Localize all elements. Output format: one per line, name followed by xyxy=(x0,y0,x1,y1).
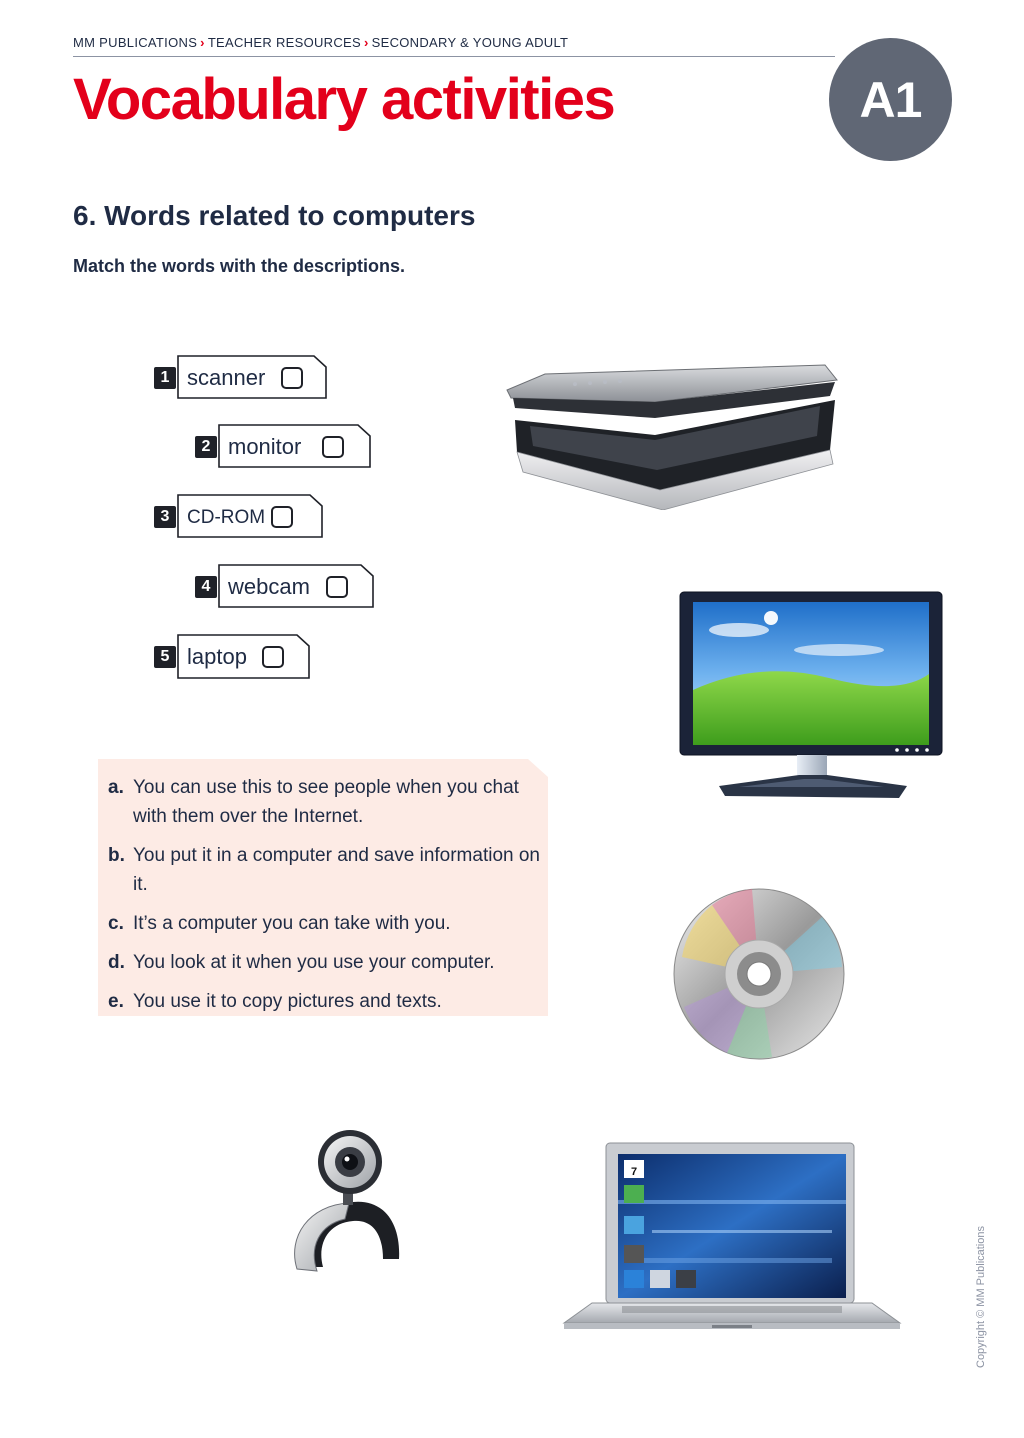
word-number: 1 xyxy=(154,367,176,389)
scanner-image xyxy=(505,360,840,510)
word-label: monitor xyxy=(228,434,302,459)
word-card-laptop xyxy=(154,634,311,678)
description-letter: e. xyxy=(108,991,124,1012)
breadcrumb-item[interactable]: MM PUBLICATIONS xyxy=(73,35,198,50)
answer-box[interactable] xyxy=(326,576,348,598)
description-letter: c. xyxy=(108,913,124,934)
monitor-image xyxy=(679,590,944,800)
instructions: Match the words with the descriptions. xyxy=(73,256,406,276)
word-card-monitor xyxy=(195,424,372,468)
breadcrumb-item[interactable]: SECONDARY & YOUNG ADULT xyxy=(371,35,569,50)
laptop-image xyxy=(562,1140,902,1335)
word-label: webcam xyxy=(228,574,310,599)
webcam-image xyxy=(283,1127,408,1277)
description-letter: a. xyxy=(108,777,124,798)
description-item xyxy=(108,773,540,831)
breadcrumb-item[interactable]: TEACHER RESOURCES xyxy=(207,35,361,50)
answer-box[interactable] xyxy=(271,506,293,528)
description-letter: b. xyxy=(108,845,125,866)
description-text: You use it to copy pictures and texts. xyxy=(133,991,442,1012)
descriptions-panel xyxy=(98,759,548,1016)
word-label: CD-ROM xyxy=(187,507,266,528)
calendar-day: 7 xyxy=(630,1166,638,1178)
page-title: Vocabulary activities xyxy=(73,67,615,132)
answer-box[interactable] xyxy=(322,436,344,458)
word-number: 2 xyxy=(195,436,217,458)
word-card-cd-rom xyxy=(154,494,324,538)
description-item xyxy=(108,987,540,1016)
word-label: scanner xyxy=(187,365,266,390)
level-badge: A1 xyxy=(829,38,952,161)
chevron-right-icon: › xyxy=(200,35,205,50)
description-item xyxy=(108,948,540,977)
description-text: You look at it when you use your computer. xyxy=(133,952,495,973)
description-text: You put it in a computer and save information on it. xyxy=(133,845,540,895)
description-letter: d. xyxy=(108,952,125,973)
description-text: It’s a computer you can take with you. xyxy=(133,913,451,934)
chevron-right-icon: › xyxy=(364,35,369,50)
section-title: 6. Words related to computers xyxy=(73,200,476,231)
description-text: You can use this to see people when you chat with them over the Internet. xyxy=(133,777,519,827)
word-card-webcam xyxy=(195,564,375,608)
description-item xyxy=(108,841,540,899)
header-divider xyxy=(73,56,835,57)
word-label: laptop xyxy=(187,644,247,669)
description-item xyxy=(108,909,540,938)
copyright-notice: Copyright © MM Publications xyxy=(975,1226,987,1368)
descriptions-list xyxy=(108,773,540,1026)
word-number: 3 xyxy=(154,506,176,528)
answer-box[interactable] xyxy=(262,646,284,668)
word-number: 4 xyxy=(195,576,217,598)
cd-rom-image xyxy=(672,887,846,1061)
word-card-scanner xyxy=(154,355,328,399)
word-number: 5 xyxy=(154,646,176,668)
answer-box[interactable] xyxy=(281,367,303,389)
breadcrumb xyxy=(73,35,568,50)
